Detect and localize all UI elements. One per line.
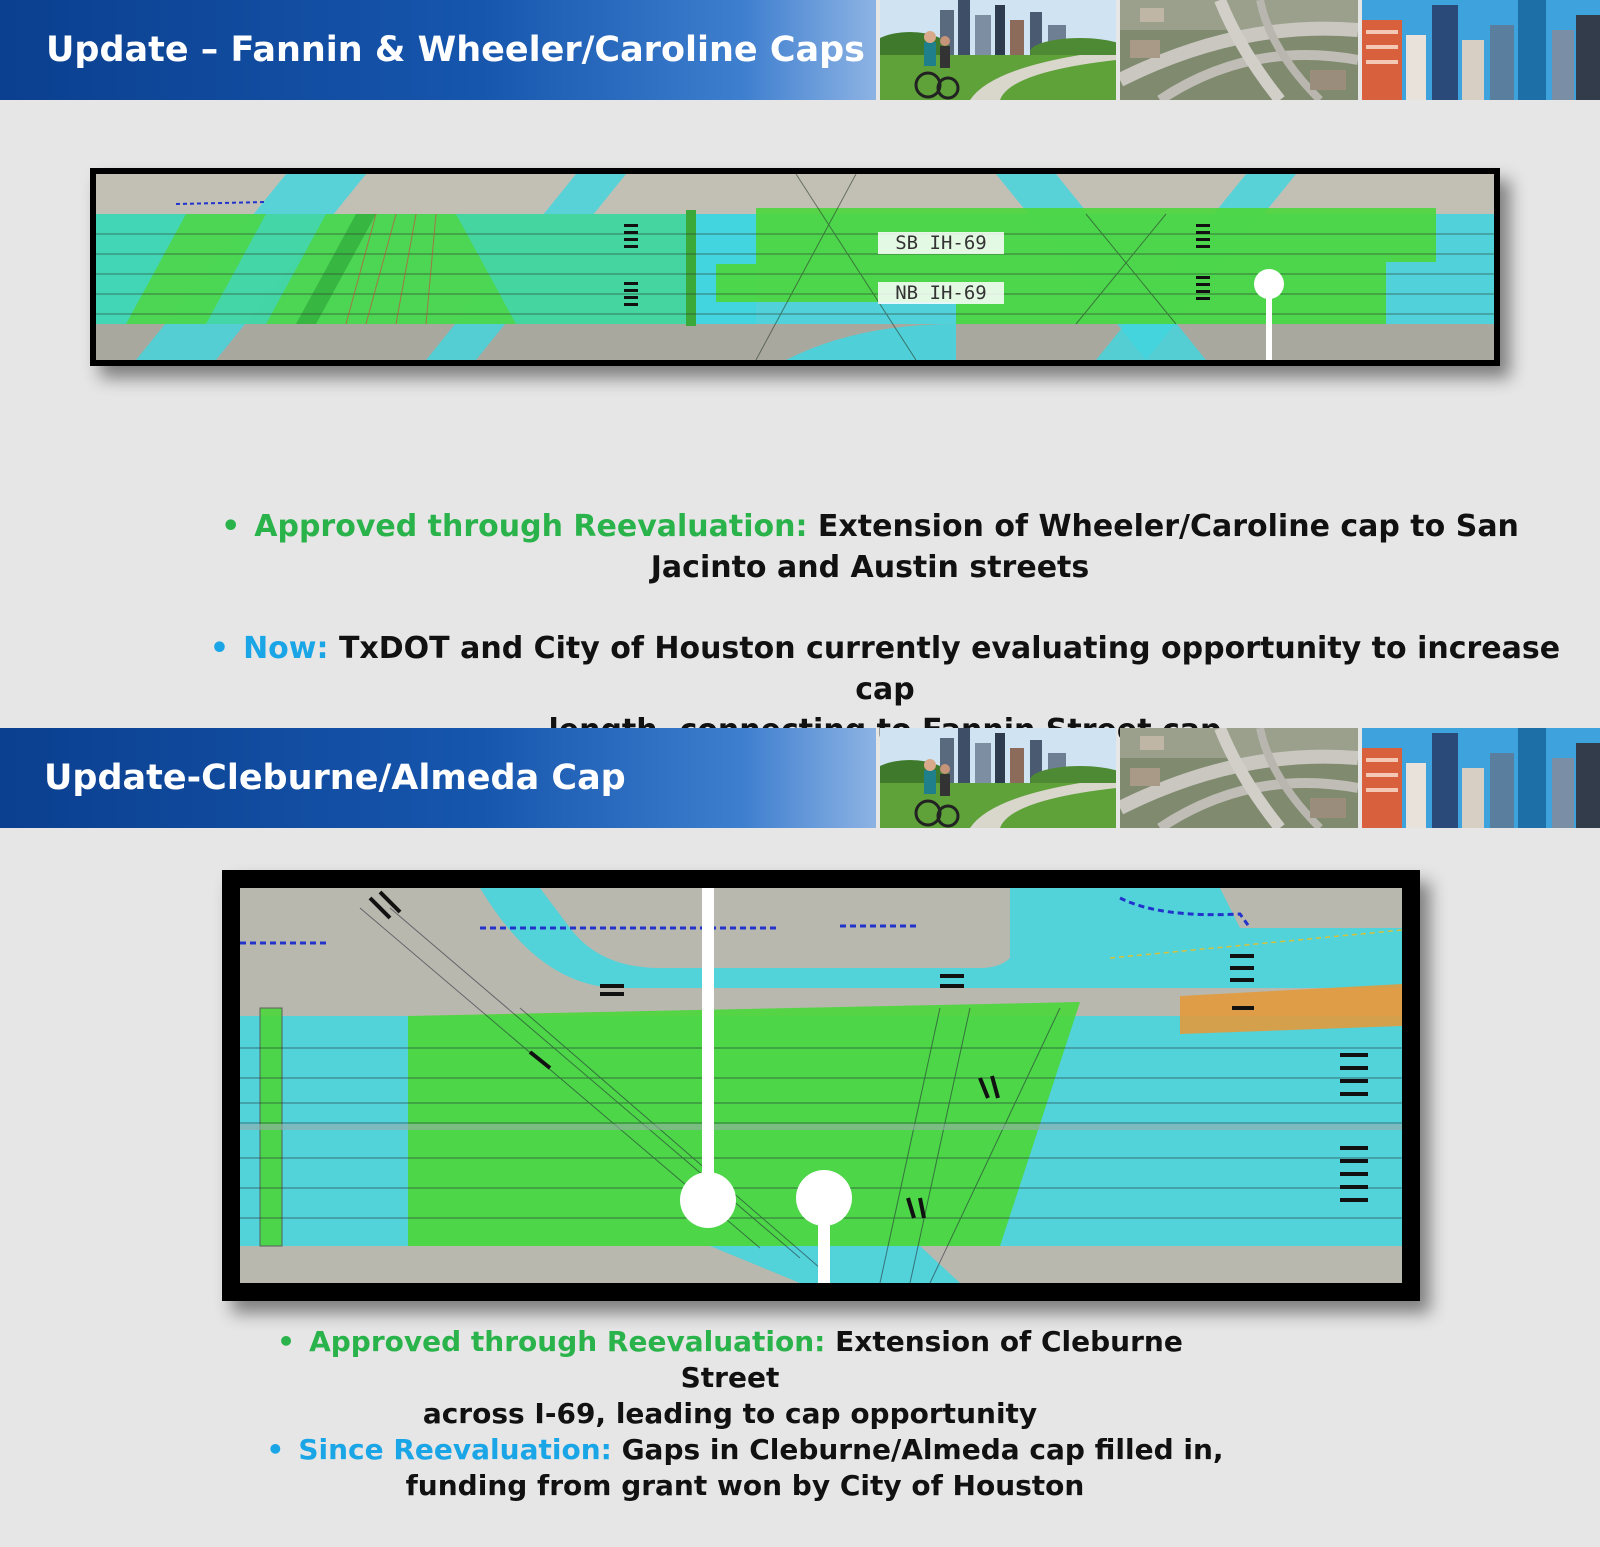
bullet-lead: Approved through Reevaluation: [309,1325,826,1358]
bullet-dot: • [221,509,241,544]
bullet-text-cont: across I-69, leading to cap opportunity [422,1397,1038,1430]
bullet-approved [220,506,1520,588]
bullet-lead: Now: [243,631,329,666]
cyclists-park-photo [880,0,1116,100]
section-banner [0,0,1600,100]
section-title: Update-Cleburne/Almeda Cap [0,728,876,828]
bullet-text: Extension of Wheeler/Caroline cap to San [807,509,1519,544]
nb-ih69-label: NB IH-69 [895,282,987,304]
fannin-wheeler-cap-map [90,168,1500,366]
bullet-dot: • [266,1433,285,1466]
highway-interchange-photo [1120,0,1358,100]
location-pin-stem [702,888,714,1200]
bullet-text-cont: Jacinto and Austin streets [650,550,1090,585]
sb-ih69-label: SB IH-69 [895,232,987,254]
bullet-text: Extension of Cleburne Street [680,1325,1183,1394]
downtown-skyline-photo [1362,0,1600,100]
bullet-lead: Since Reevaluation: [298,1433,612,1466]
cyclists-park-photo [880,728,1116,828]
location-pin [796,1170,852,1226]
highway-interchange-photo [1120,728,1358,828]
section-cleburne-almeda [0,728,1600,1547]
bullet-dot: • [209,631,230,666]
bullet-approved [240,1324,1220,1432]
bullet-lead: Approved through Reevaluation: [254,509,808,544]
bullet-text: Gaps in Cleburne/Almeda cap filled in, [611,1433,1224,1466]
section-fannin-wheeler [0,0,1600,728]
bullet-since [255,1432,1235,1504]
section-banner [0,728,1600,828]
location-pin [680,1172,736,1228]
downtown-skyline-photo [1362,728,1600,828]
bullet-text: TxDOT and City of Houston currently evaluating opportunity to increase cap [328,631,1561,707]
bullet-text-cont: funding from grant won by City of Houston [405,1469,1085,1502]
section-title: Update – Fannin & Wheeler/Caroline Caps [0,0,876,100]
bullet-dot: • [277,1325,296,1358]
location-pin [1254,269,1284,299]
cleburne-almeda-cap-map [222,870,1420,1301]
